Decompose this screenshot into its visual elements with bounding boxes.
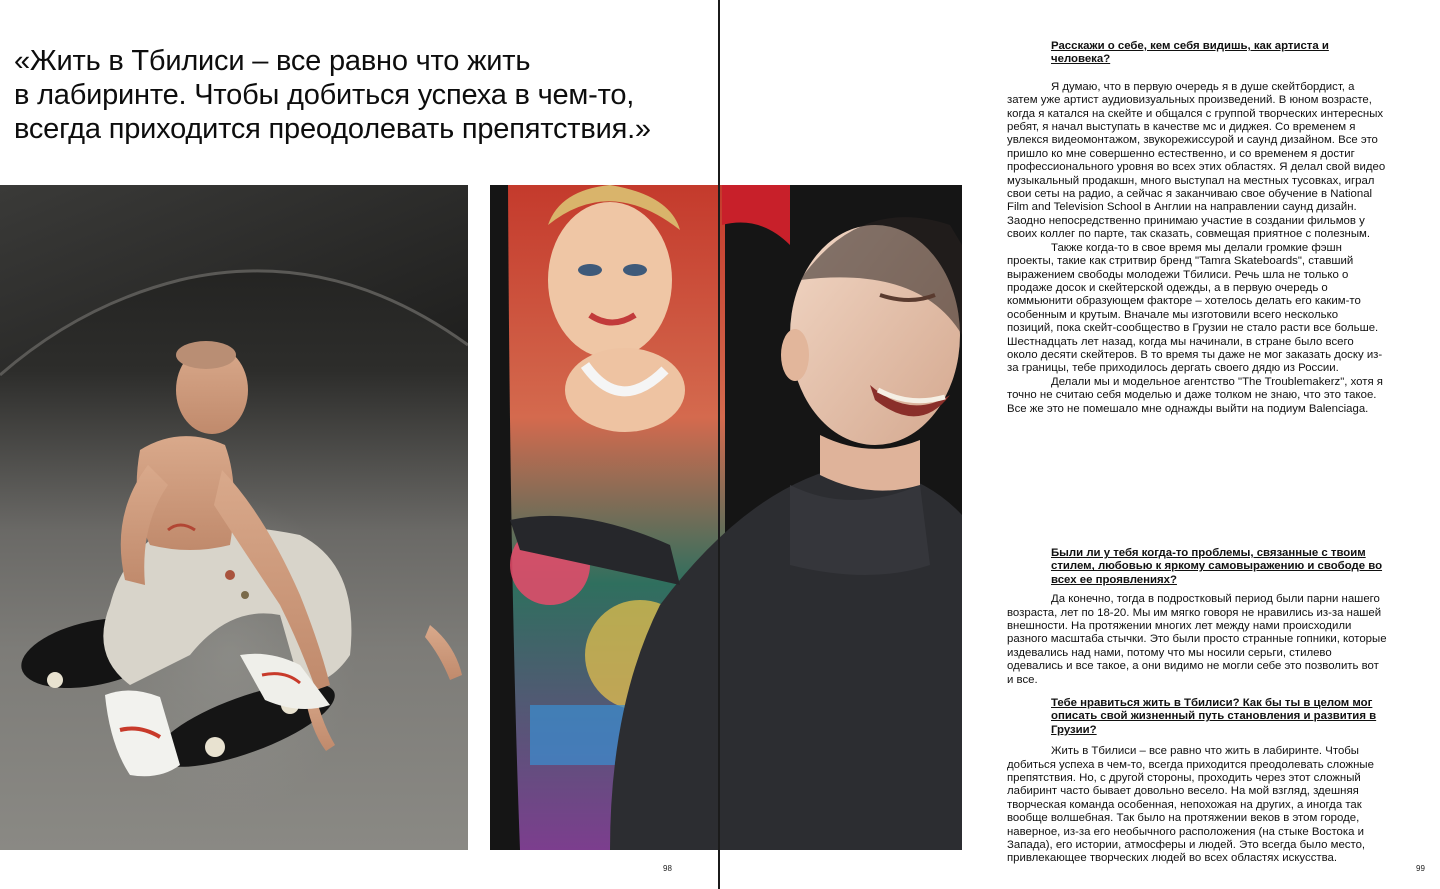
question-heading: Расскажи о себе, кем себя видишь, как артиста и человека? bbox=[1051, 40, 1329, 66]
interview-block-1 bbox=[1007, 40, 1387, 416]
answer-paragraph: Я думаю, что в первую очередь я в душе скейтбордист, а затем уже артист аудиовизуальных произведений. В юном возрасте, когда я катался на скейте и общался с группой творческих интересных ребят, я начал выступать в качестве мс и диджея. Со временем я увлекся видеомонтажом, звукорежиссурой и саунд дизайном. Все это пришло ко мне совершенно естественно, и со временем я достиг профессионального уровня во всех этих областях. Я делал свой видео музыкальный продакшн, много выступал на местных тусовках, играл свои сеты на радио, а сейчас я заканчиваю свое обучение в National Film and Television School в Англии на направлении саунд дизайн. Заодно непосредственно принимаю участие в создании фильмов у своих коллег по парте, так сказать, совмещая приятное с полезным. bbox=[1007, 80, 1386, 241]
skater-illustration bbox=[0, 185, 468, 850]
question-heading: Тебе нравиться жить в Тбилиси? Как бы ты в целом мог описать свой жизненный путь становления и развития в Грузии? bbox=[1051, 697, 1377, 736]
question-heading: Были ли у тебя когда-то проблемы, связанные с твоим стилем, любовью к яркому самовыражению и свободе во всех ее проявлениях? bbox=[1051, 547, 1383, 586]
answer-paragraph: Да конечно, тогда в подростковый период были парни нашего возраста, лет по 18-20. Мы им мягко говоря не нравились из-за нашей внешности. На протяжении многих лет между нами происходили разного масштаба стычки. Это были просто странные гопники, которые издевались над нами, потому что мы носили серьги, стилево одевались и все такое, а они видимо не могли себе это позволить вот и все. bbox=[1007, 593, 1387, 686]
pull-quote-line: в лабиринте. Чтобы добиться успеха в чем-то, bbox=[14, 79, 635, 111]
laughing-man-illustration bbox=[490, 185, 962, 850]
answer-paragraph: Жить в Тбилиси – все равно что жить в лабиринте. Чтобы добиться успеха в чем-то, всегда приходится преодолевать сложные препятствия. Но, с другой стороны, проходить через этот сложный лабиринт часто бывает довольно весело. На мой взгляд, здешняя творческая команда особенная, непохожая на других, а иногда так вообще волшебная. Так было на протяжении веков в этом городе, наверное, из-за его необычного расположения (на стыке Востока и Запада), его истории, атмосферы и людей. Это всегда было место, привлекающее творческих людей во всех областях искусства. bbox=[1007, 745, 1374, 865]
page-number-right: 99 bbox=[1416, 864, 1425, 873]
interview-block-3 bbox=[1007, 697, 1387, 866]
page-spine bbox=[718, 0, 720, 889]
pull-quote bbox=[14, 44, 694, 146]
pull-quote-line: «Жить в Тбилиси – все равно что жить bbox=[14, 45, 531, 77]
interview-block-2 bbox=[1007, 547, 1387, 687]
pull-quote-line: всегда приходится преодолевать препятствия.» bbox=[14, 113, 651, 145]
page-number-left: 98 bbox=[663, 864, 672, 873]
answer-paragraph: Делали мы и модельное агентство "The Troublemakerz", хотя я точно не считаю себя моделью и даже толком не знаю, что это такое. Все же это не помешало мне однажды выйти на подиум Balenciaga. bbox=[1007, 375, 1383, 415]
answer-paragraph: Также когда-то в свое время мы делали громкие фэшн проекты, такие как стритвир бренд "Tamra Skateboards", ставший выражением свободы молодежи Тбилиси. Речь шла не только о продаже досок и скейтерской одежды, а в первую очередь о коммьюнити образующем факторе – хотелось делать его каким-то особенным и крутым. Вначале мы изготовили всего несколько позиций, пока скейт-сообщество в Грузии не стало расти все больше. Шестнадцать лет назад, когда мы начинали, в стране было всего около десяти скейтеров. В то время ты даже не мог заказать доску из-за границы, тебе приходилось дергать своего дядю из России. bbox=[1007, 241, 1383, 375]
skater-photo bbox=[0, 185, 468, 850]
laughing-man-photo bbox=[490, 185, 962, 850]
